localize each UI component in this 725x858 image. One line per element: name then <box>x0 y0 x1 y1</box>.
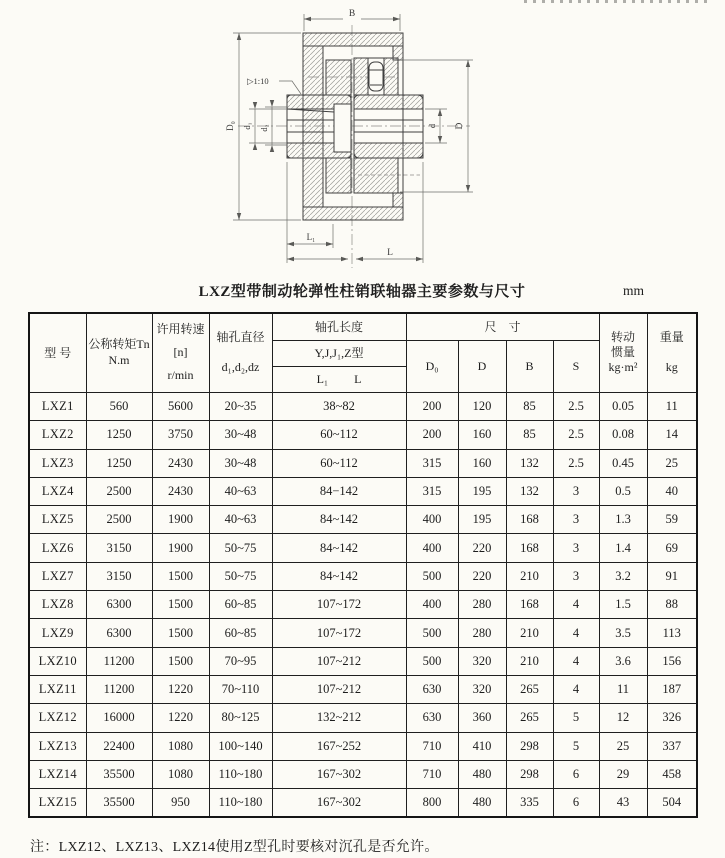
cell-bore: 40~63 <box>209 477 272 505</box>
col-header-inertia <box>599 313 647 393</box>
cell-length: 84~142 <box>272 506 406 534</box>
cell-s: 4 <box>553 591 599 619</box>
cell-torque: 2500 <box>86 506 152 534</box>
cell-torque: 35500 <box>86 789 152 818</box>
cell-weight: 326 <box>647 704 697 732</box>
cell-speed: 2430 <box>152 449 209 477</box>
cell-d0: 200 <box>406 421 458 449</box>
right-half-coupling <box>354 58 423 193</box>
inertia-header-line3: kg·m² <box>608 359 638 374</box>
table-row <box>29 534 697 562</box>
dim-label-L1: L₁ <box>306 232 316 242</box>
cell-weight: 25 <box>647 449 697 477</box>
cell-d: 320 <box>458 675 506 703</box>
cell-torque: 6300 <box>86 591 152 619</box>
cell-speed: 1500 <box>152 619 209 647</box>
cell-model: LXZ5 <box>29 506 86 534</box>
cell-d0: 630 <box>406 704 458 732</box>
cell-b: 168 <box>506 506 553 534</box>
cell-torque: 2500 <box>86 477 152 505</box>
cell-bore: 110~180 <box>209 789 272 818</box>
cell-length: 84~142 <box>272 562 406 590</box>
cell-b: 168 <box>506 534 553 562</box>
table-row <box>29 619 697 647</box>
cell-bore: 20~35 <box>209 393 272 421</box>
cell-speed: 3750 <box>152 421 209 449</box>
cell-length: 84~142 <box>272 534 406 562</box>
cell-d: 120 <box>458 393 506 421</box>
cell-d: 480 <box>458 789 506 818</box>
cell-d0: 500 <box>406 619 458 647</box>
col-header-length-group: 轴孔长度 <box>272 313 406 341</box>
col-header-length-sub <box>272 367 406 393</box>
cell-inertia: 0.45 <box>599 449 647 477</box>
dim-label-D0: D₀ <box>225 121 235 131</box>
inertia-header-line2: 惯量 <box>611 345 636 360</box>
cell-inertia: 1.5 <box>599 591 647 619</box>
table-body <box>29 393 697 818</box>
cell-torque: 16000 <box>86 704 152 732</box>
cell-s: 2.5 <box>553 449 599 477</box>
cell-bore: 30~48 <box>209 421 272 449</box>
cell-d0: 400 <box>406 534 458 562</box>
cell-d: 480 <box>458 760 506 788</box>
dimension-lines <box>233 14 473 263</box>
cell-length: 84−142 <box>272 477 406 505</box>
technical-drawing <box>0 0 725 278</box>
dim-label-L: L <box>387 248 393 258</box>
bore-header-line2: d₁,d₂,dz <box>221 360 260 375</box>
cell-b: 298 <box>506 732 553 760</box>
cell-d0: 710 <box>406 732 458 760</box>
cell-b: 132 <box>506 477 553 505</box>
cell-length: 60~112 <box>272 421 406 449</box>
cell-weight: 113 <box>647 619 697 647</box>
cell-weight: 59 <box>647 506 697 534</box>
table-row <box>29 732 697 760</box>
cell-weight: 14 <box>647 421 697 449</box>
coupling-section-drawing <box>0 0 725 278</box>
weight-header-line2: kg <box>665 360 678 375</box>
col-header-torque <box>86 313 152 393</box>
cell-torque: 560 <box>86 393 152 421</box>
cell-d: 220 <box>458 534 506 562</box>
cell-s: 6 <box>553 789 599 818</box>
cell-length: 132~212 <box>272 704 406 732</box>
table-title-row <box>28 280 696 304</box>
dim-label-B: B <box>348 9 356 19</box>
speed-header-line1: 许用转速 <box>156 322 205 337</box>
col-header-weight <box>647 313 697 393</box>
spacer-block <box>334 104 351 152</box>
table-row <box>29 477 697 505</box>
cell-inertia: 1.4 <box>599 534 647 562</box>
torque-header-line2: N.m <box>108 353 130 367</box>
cell-torque: 11200 <box>86 675 152 703</box>
col-header-speed <box>152 313 209 393</box>
table-row <box>29 704 697 732</box>
cell-s: 4 <box>553 619 599 647</box>
cell-weight: 88 <box>647 591 697 619</box>
dim-label-d: d <box>427 123 437 129</box>
cell-speed: 950 <box>152 789 209 818</box>
cell-s: 4 <box>553 675 599 703</box>
cell-bore: 50~75 <box>209 562 272 590</box>
table-row <box>29 591 697 619</box>
length-l1-label: L₁ <box>316 372 329 386</box>
cell-d: 195 <box>458 506 506 534</box>
cell-d: 160 <box>458 449 506 477</box>
cell-speed: 1500 <box>152 591 209 619</box>
cell-bore: 50~75 <box>209 534 272 562</box>
cell-bore: 70~95 <box>209 647 272 675</box>
cell-bore: 100~140 <box>209 732 272 760</box>
taper-note: ▷1:10 <box>247 76 269 86</box>
cell-speed: 2430 <box>152 477 209 505</box>
cell-s: 4 <box>553 647 599 675</box>
cell-weight: 156 <box>647 647 697 675</box>
cell-s: 2.5 <box>553 393 599 421</box>
cell-inertia: 12 <box>599 704 647 732</box>
col-header-length-types: Y,J,J₁,Z型 <box>272 341 406 367</box>
cell-b: 265 <box>506 704 553 732</box>
cell-torque: 3150 <box>86 534 152 562</box>
cell-model: LXZ12 <box>29 704 86 732</box>
cell-model: LXZ11 <box>29 675 86 703</box>
cell-weight: 91 <box>647 562 697 590</box>
cell-d: 280 <box>458 619 506 647</box>
cell-torque: 3150 <box>86 562 152 590</box>
dim-label-d2: d₂ <box>259 124 269 132</box>
cell-length: 107~212 <box>272 675 406 703</box>
cell-weight: 40 <box>647 477 697 505</box>
cell-b: 132 <box>506 449 553 477</box>
cell-d: 220 <box>458 562 506 590</box>
cell-torque: 35500 <box>86 760 152 788</box>
cell-d0: 500 <box>406 647 458 675</box>
cell-length: 167~302 <box>272 789 406 818</box>
cell-inertia: 29 <box>599 760 647 788</box>
dim-label-d1: d₁ <box>242 122 252 130</box>
length-l-label: L <box>354 372 362 386</box>
cell-s: 6 <box>553 760 599 788</box>
cell-bore: 40~63 <box>209 506 272 534</box>
col-header-d0: D₀ <box>406 341 458 393</box>
cell-d: 360 <box>458 704 506 732</box>
cell-d: 410 <box>458 732 506 760</box>
cell-speed: 1500 <box>152 562 209 590</box>
cell-weight: 337 <box>647 732 697 760</box>
table-row <box>29 449 697 477</box>
cell-d0: 630 <box>406 675 458 703</box>
cell-d: 160 <box>458 421 506 449</box>
cell-length: 167~302 <box>272 760 406 788</box>
col-header-size-group: 尺 寸 <box>406 313 599 341</box>
cell-speed: 1500 <box>152 647 209 675</box>
cell-d0: 400 <box>406 591 458 619</box>
cell-weight: 69 <box>647 534 697 562</box>
cell-speed: 1220 <box>152 704 209 732</box>
parameters-table <box>28 312 698 818</box>
cell-b: 210 <box>506 647 553 675</box>
cell-speed: 1220 <box>152 675 209 703</box>
cell-s: 2.5 <box>553 421 599 449</box>
cell-inertia: 1.3 <box>599 506 647 534</box>
cell-model: LXZ2 <box>29 421 86 449</box>
table-row <box>29 506 697 534</box>
table-row <box>29 675 697 703</box>
cell-s: 3 <box>553 477 599 505</box>
footnote: 注：LXZ12、LXZ13、LXZ14使用Z型孔时要核对沉孔是否允许。 <box>30 840 439 855</box>
cell-d0: 200 <box>406 393 458 421</box>
cell-weight: 458 <box>647 760 697 788</box>
cell-b: 168 <box>506 591 553 619</box>
cell-d: 320 <box>458 647 506 675</box>
cell-torque: 1250 <box>86 421 152 449</box>
cell-model: LXZ9 <box>29 619 86 647</box>
cell-model: LXZ13 <box>29 732 86 760</box>
cell-length: 107~212 <box>272 647 406 675</box>
cell-inertia: 43 <box>599 789 647 818</box>
cell-inertia: 11 <box>599 675 647 703</box>
cell-b: 210 <box>506 562 553 590</box>
speed-header-line3: r/min <box>167 368 194 383</box>
cell-s: 5 <box>553 732 599 760</box>
cell-weight: 11 <box>647 393 697 421</box>
cell-b: 335 <box>506 789 553 818</box>
page-title: LXZ型带制动轮弹性柱销联轴器主要参数与尺寸 <box>198 284 526 300</box>
cell-model: LXZ1 <box>29 393 86 421</box>
cell-d0: 710 <box>406 760 458 788</box>
cell-model: LXZ14 <box>29 760 86 788</box>
cell-s: 3 <box>553 534 599 562</box>
cell-speed: 5600 <box>152 393 209 421</box>
torque-header-line1: 公称转矩Tn <box>88 337 150 352</box>
cell-torque: 11200 <box>86 647 152 675</box>
cell-model: LXZ6 <box>29 534 86 562</box>
dim-label-D-flange: D <box>455 122 465 130</box>
cell-inertia: 0.05 <box>599 393 647 421</box>
table-row <box>29 562 697 590</box>
cell-inertia: 25 <box>599 732 647 760</box>
col-header-bore <box>209 313 272 393</box>
cell-torque: 6300 <box>86 619 152 647</box>
cell-d: 195 <box>458 477 506 505</box>
cell-bore: 60~85 <box>209 591 272 619</box>
table-row <box>29 393 697 421</box>
inertia-header-line1: 转动 <box>611 330 636 345</box>
cell-weight: 504 <box>647 789 697 818</box>
cell-length: 107~172 <box>272 619 406 647</box>
col-header-model-label: 型 号 <box>44 345 72 360</box>
cell-torque: 1250 <box>86 449 152 477</box>
cell-s: 5 <box>553 704 599 732</box>
table-row <box>29 647 697 675</box>
cell-model: LXZ8 <box>29 591 86 619</box>
cell-model: LXZ10 <box>29 647 86 675</box>
cell-inertia: 0.5 <box>599 477 647 505</box>
col-header-s: S <box>553 341 599 393</box>
cell-weight: 187 <box>647 675 697 703</box>
cell-d0: 500 <box>406 562 458 590</box>
cell-d0: 400 <box>406 506 458 534</box>
col-header-d: D <box>458 341 506 393</box>
cell-b: 210 <box>506 619 553 647</box>
unit-label: mm <box>622 283 644 298</box>
cell-length: 167~252 <box>272 732 406 760</box>
cell-length: 107~172 <box>272 591 406 619</box>
cell-speed: 1900 <box>152 534 209 562</box>
cell-bore: 80~125 <box>209 704 272 732</box>
elastic-pin <box>369 62 383 91</box>
cell-s: 3 <box>553 562 599 590</box>
cell-model: LXZ3 <box>29 449 86 477</box>
cell-inertia: 3.2 <box>599 562 647 590</box>
cell-d0: 315 <box>406 477 458 505</box>
cell-speed: 1080 <box>152 760 209 788</box>
cell-b: 298 <box>506 760 553 788</box>
cell-length: 60~112 <box>272 449 406 477</box>
cell-bore: 60~85 <box>209 619 272 647</box>
table-row <box>29 421 697 449</box>
cell-s: 3 <box>553 506 599 534</box>
cell-torque: 22400 <box>86 732 152 760</box>
cell-bore: 30~48 <box>209 449 272 477</box>
cell-d0: 800 <box>406 789 458 818</box>
cell-model: LXZ15 <box>29 789 86 818</box>
cell-model: LXZ4 <box>29 477 86 505</box>
table-row <box>29 760 697 788</box>
col-header-b: B <box>506 341 553 393</box>
cell-inertia: 3.5 <box>599 619 647 647</box>
bore-header-line1: 轴孔直径 <box>216 329 265 344</box>
cell-length: 38~82 <box>272 393 406 421</box>
cell-inertia: 0.08 <box>599 421 647 449</box>
cell-b: 265 <box>506 675 553 703</box>
cell-d0: 315 <box>406 449 458 477</box>
cell-speed: 1080 <box>152 732 209 760</box>
cell-speed: 1900 <box>152 506 209 534</box>
cell-bore: 70~110 <box>209 675 272 703</box>
cell-b: 85 <box>506 393 553 421</box>
weight-header-line1: 重量 <box>659 329 684 344</box>
cell-model: LXZ7 <box>29 562 86 590</box>
cell-bore: 110~180 <box>209 760 272 788</box>
cell-inertia: 3.6 <box>599 647 647 675</box>
cell-b: 85 <box>506 421 553 449</box>
table-row <box>29 789 697 818</box>
col-header-model <box>29 313 86 393</box>
cell-d: 280 <box>458 591 506 619</box>
speed-header-line2: [n] <box>173 345 188 360</box>
